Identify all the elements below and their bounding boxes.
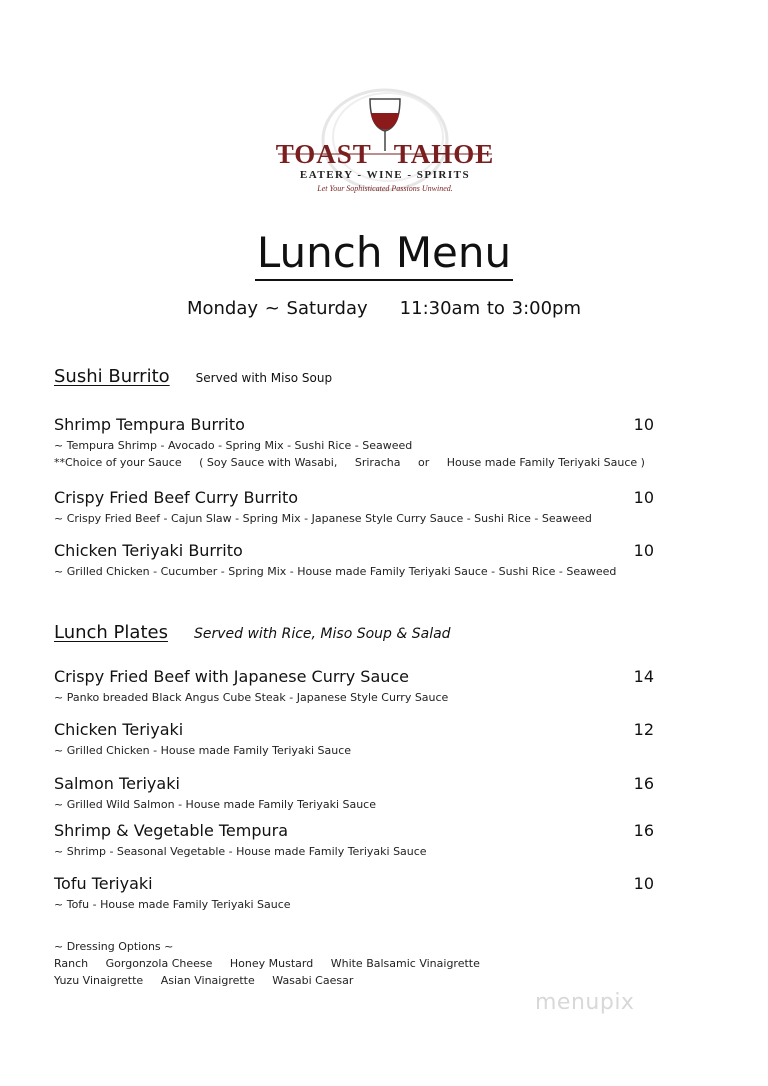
item-price: 10: [633, 874, 654, 893]
dressing-option: White Balsamic Vinaigrette: [330, 957, 480, 970]
menu-item: [54, 774, 654, 811]
section-heading-sushi-burrito: Sushi Burrito Served with Miso Soup: [54, 366, 333, 387]
item-name: Shrimp Tempura Burrito: [54, 415, 245, 434]
hours-time: 11:30am to 3:00pm: [399, 298, 582, 319]
item-description: ~ Tofu - House made Family Teriyaki Sauce: [54, 898, 291, 911]
item-description: ~ Tempura Shrimp - Avocado - Spring Mix - Sushi Rice - Seaweed: [54, 439, 413, 452]
brand-subtitle: EATERY - WINE - SPIRITS: [299, 169, 471, 181]
dressing-option: Yuzu Vinaigrette: [54, 974, 144, 987]
dressing-options: [54, 940, 494, 987]
menu-item: [54, 720, 654, 757]
item-name: Chicken Teriyaki Burrito: [54, 541, 243, 560]
menu-item: [54, 488, 654, 525]
item-name: Crispy Fried Beef Curry Burrito: [54, 488, 299, 507]
item-price: 14: [633, 667, 654, 686]
dressing-option: Ranch: [54, 957, 89, 970]
item-description: ~ Crispy Fried Beef - Cajun Slaw - Spring Mix - Japanese Style Curry Sauce - Sushi Rice - Seaweed: [54, 512, 592, 525]
menu-item: [54, 541, 654, 578]
hours-days: Monday ~ Saturday: [186, 298, 368, 319]
hours: [0, 298, 768, 319]
logo: [270, 85, 500, 205]
item-price: 16: [633, 774, 654, 793]
watermark: menupix: [535, 990, 635, 1015]
item-description: ~ Panko breaded Black Angus Cube Steak - Japanese Style Curry Sauce: [54, 691, 449, 704]
section-note: Served with Rice, Miso Soup & Salad: [193, 626, 451, 642]
item-description: ~ Grilled Wild Salmon - House made Family Teriyaki Sauce: [54, 798, 377, 811]
menu-item: [54, 874, 654, 911]
menu-item: [54, 667, 654, 704]
item-price: 10: [633, 415, 654, 434]
item-price: 10: [633, 488, 654, 507]
dressing-option: Wasabi Caesar: [272, 974, 354, 987]
sauce-choice: **Choice of your Sauce ( Soy Sauce with Wasabi, Sriracha or House made Family Teriyaki Sauce ): [54, 456, 645, 469]
dressing-row: [54, 974, 494, 987]
page-title: Lunch Menu: [0, 228, 768, 277]
item-description: ~ Grilled Chicken - House made Family Teriyaki Sauce: [54, 744, 352, 757]
item-price: 12: [633, 720, 654, 739]
menu-item: [54, 415, 654, 469]
section-heading-lunch-plates: Lunch Plates Served with Rice, Miso Soup & Salad: [54, 622, 451, 643]
dressing-option: Asian Vinaigrette: [160, 974, 255, 987]
item-name: Shrimp & Vegetable Tempura: [54, 821, 289, 840]
item-price: 10: [633, 541, 654, 560]
brand-tagline: Let Your Sophisticated Passions Unwined.: [317, 184, 453, 193]
item-price: 16: [633, 821, 654, 840]
dressing-option: Gorgonzola Cheese: [105, 957, 213, 970]
item-description: ~ Grilled Chicken - Cucumber - Spring Mix - House made Family Teriyaki Sauce - Sushi Rice - Seaweed: [54, 565, 617, 578]
item-description: ~ Shrimp - Seasonal Vegetable - House made Family Teriyaki Sauce: [54, 845, 427, 858]
brand-name: TOAST TAHOE: [275, 139, 495, 169]
section-note: Served with Miso Soup: [195, 371, 333, 385]
item-name: Chicken Teriyaki: [54, 720, 184, 739]
item-name: Tofu Teriyaki: [54, 874, 153, 893]
dressing-option: Honey Mustard: [229, 957, 314, 970]
dressing-row: [54, 957, 494, 970]
item-name: Crispy Fried Beef with Japanese Curry Sauce: [54, 667, 410, 686]
item-name: Salmon Teriyaki: [54, 774, 180, 793]
menu-item: [54, 821, 654, 858]
dressing-heading: ~ Dressing Options ~: [54, 940, 174, 953]
